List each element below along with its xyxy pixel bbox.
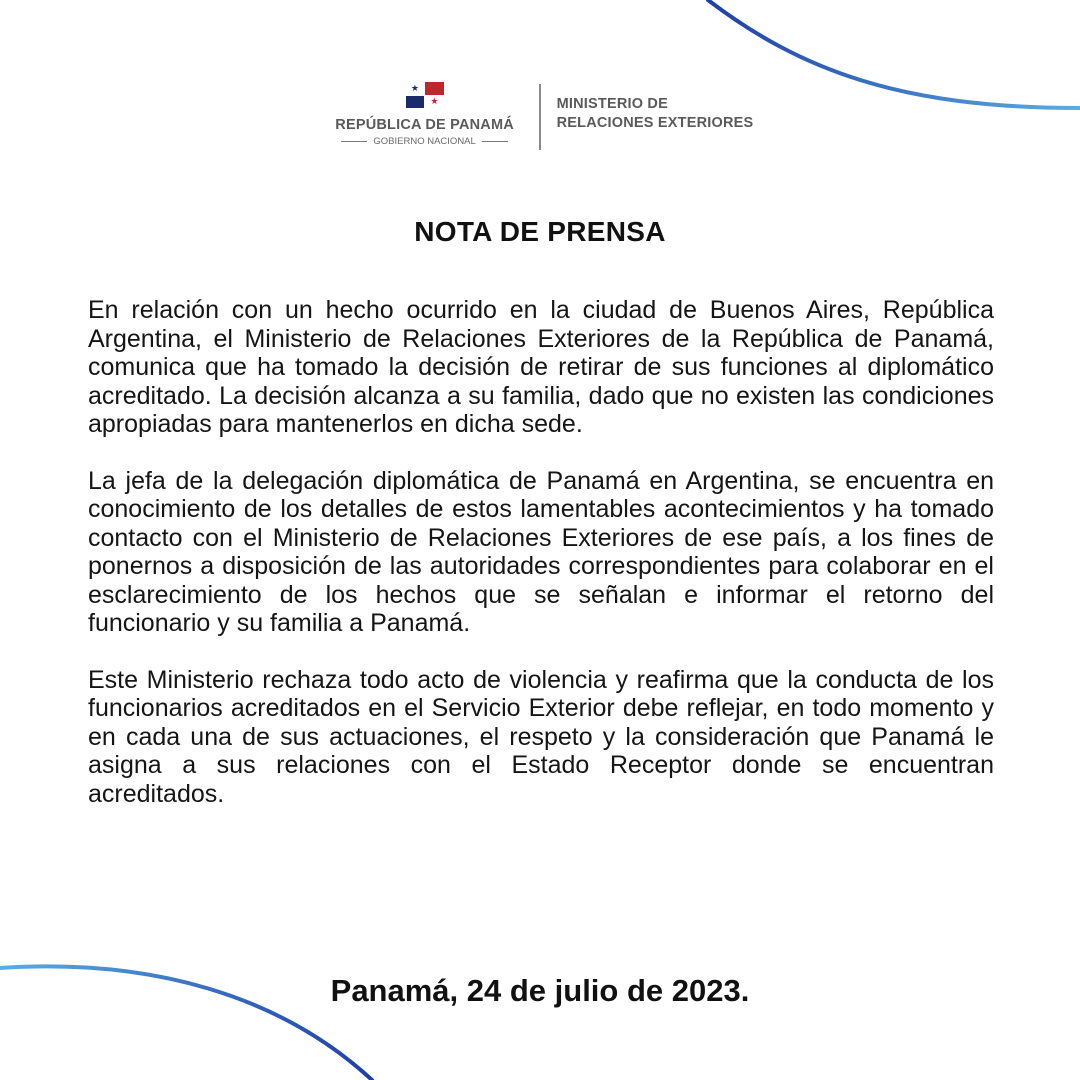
government-label: GOBIERNO NACIONAL — [373, 136, 476, 147]
document-title: NOTA DE PRENSA — [414, 216, 666, 247]
paragraph-3: Este Ministerio rechaza todo acto de violencia y reafirma que la conducta de los funcionarios acreditados en el Servicio Exterior debe reflejar, en todo momento y en cada una de sus actuaciones, el respeto y la consideración que Panamá le asigna a sus relaciones con el Estado Receptor donde se encuentran acreditados. — [88, 665, 994, 808]
letterhead — [0, 82, 1080, 150]
flag-red-star-icon: ★ — [425, 96, 444, 109]
dash-divider-left — [341, 141, 367, 142]
flag-blue-quadrant — [406, 96, 425, 109]
flag-blue-star-icon: ★ — [406, 82, 425, 95]
ministry-line-2: RELACIONES EXTERIORES — [556, 115, 754, 131]
dash-divider-right — [482, 141, 508, 142]
press-release-body — [88, 296, 994, 836]
header-vertical-divider — [539, 84, 541, 150]
panama-flag-icon — [406, 82, 444, 108]
ministry-line-1: MINISTERIO DE — [556, 96, 668, 112]
republic-name: REPÚBLICA DE PANAMÁ — [335, 117, 514, 133]
government-label-row — [341, 136, 507, 147]
ministry-name — [557, 95, 754, 133]
flag-red-quadrant — [425, 82, 444, 95]
government-logo — [327, 82, 523, 147]
paragraph-1: En relación con un hecho ocurrido en la ciudad de Buenos Aires, República Argentina, el Ministerio de Relaciones Exteriores de la República de Panamá, comunica que ha tomado la decisión de retirar de sus funciones al diplomático acreditado. La decisión alcanza a su familia, dado que no existen las condiciones apropiadas para mantenerlos en dicha sede. — [88, 296, 994, 438]
paragraph-2: La jefa de la delegación diplomática de Panamá en Argentina, se encuentra en conocimiento de los detalles de estos lamentables acontecimientos y ha tomado contacto con el Ministerio de Relaciones Exteriores de ese país, a los fines de ponernos a disposición de las autoridades correspondientes para colaborar en el esclarecimiento de los hechos que se señalan e informar el retorno del funcionario y su familia a Panamá. — [88, 466, 994, 637]
date-line: Panamá, 24 de julio de 2023. — [330, 973, 750, 1008]
